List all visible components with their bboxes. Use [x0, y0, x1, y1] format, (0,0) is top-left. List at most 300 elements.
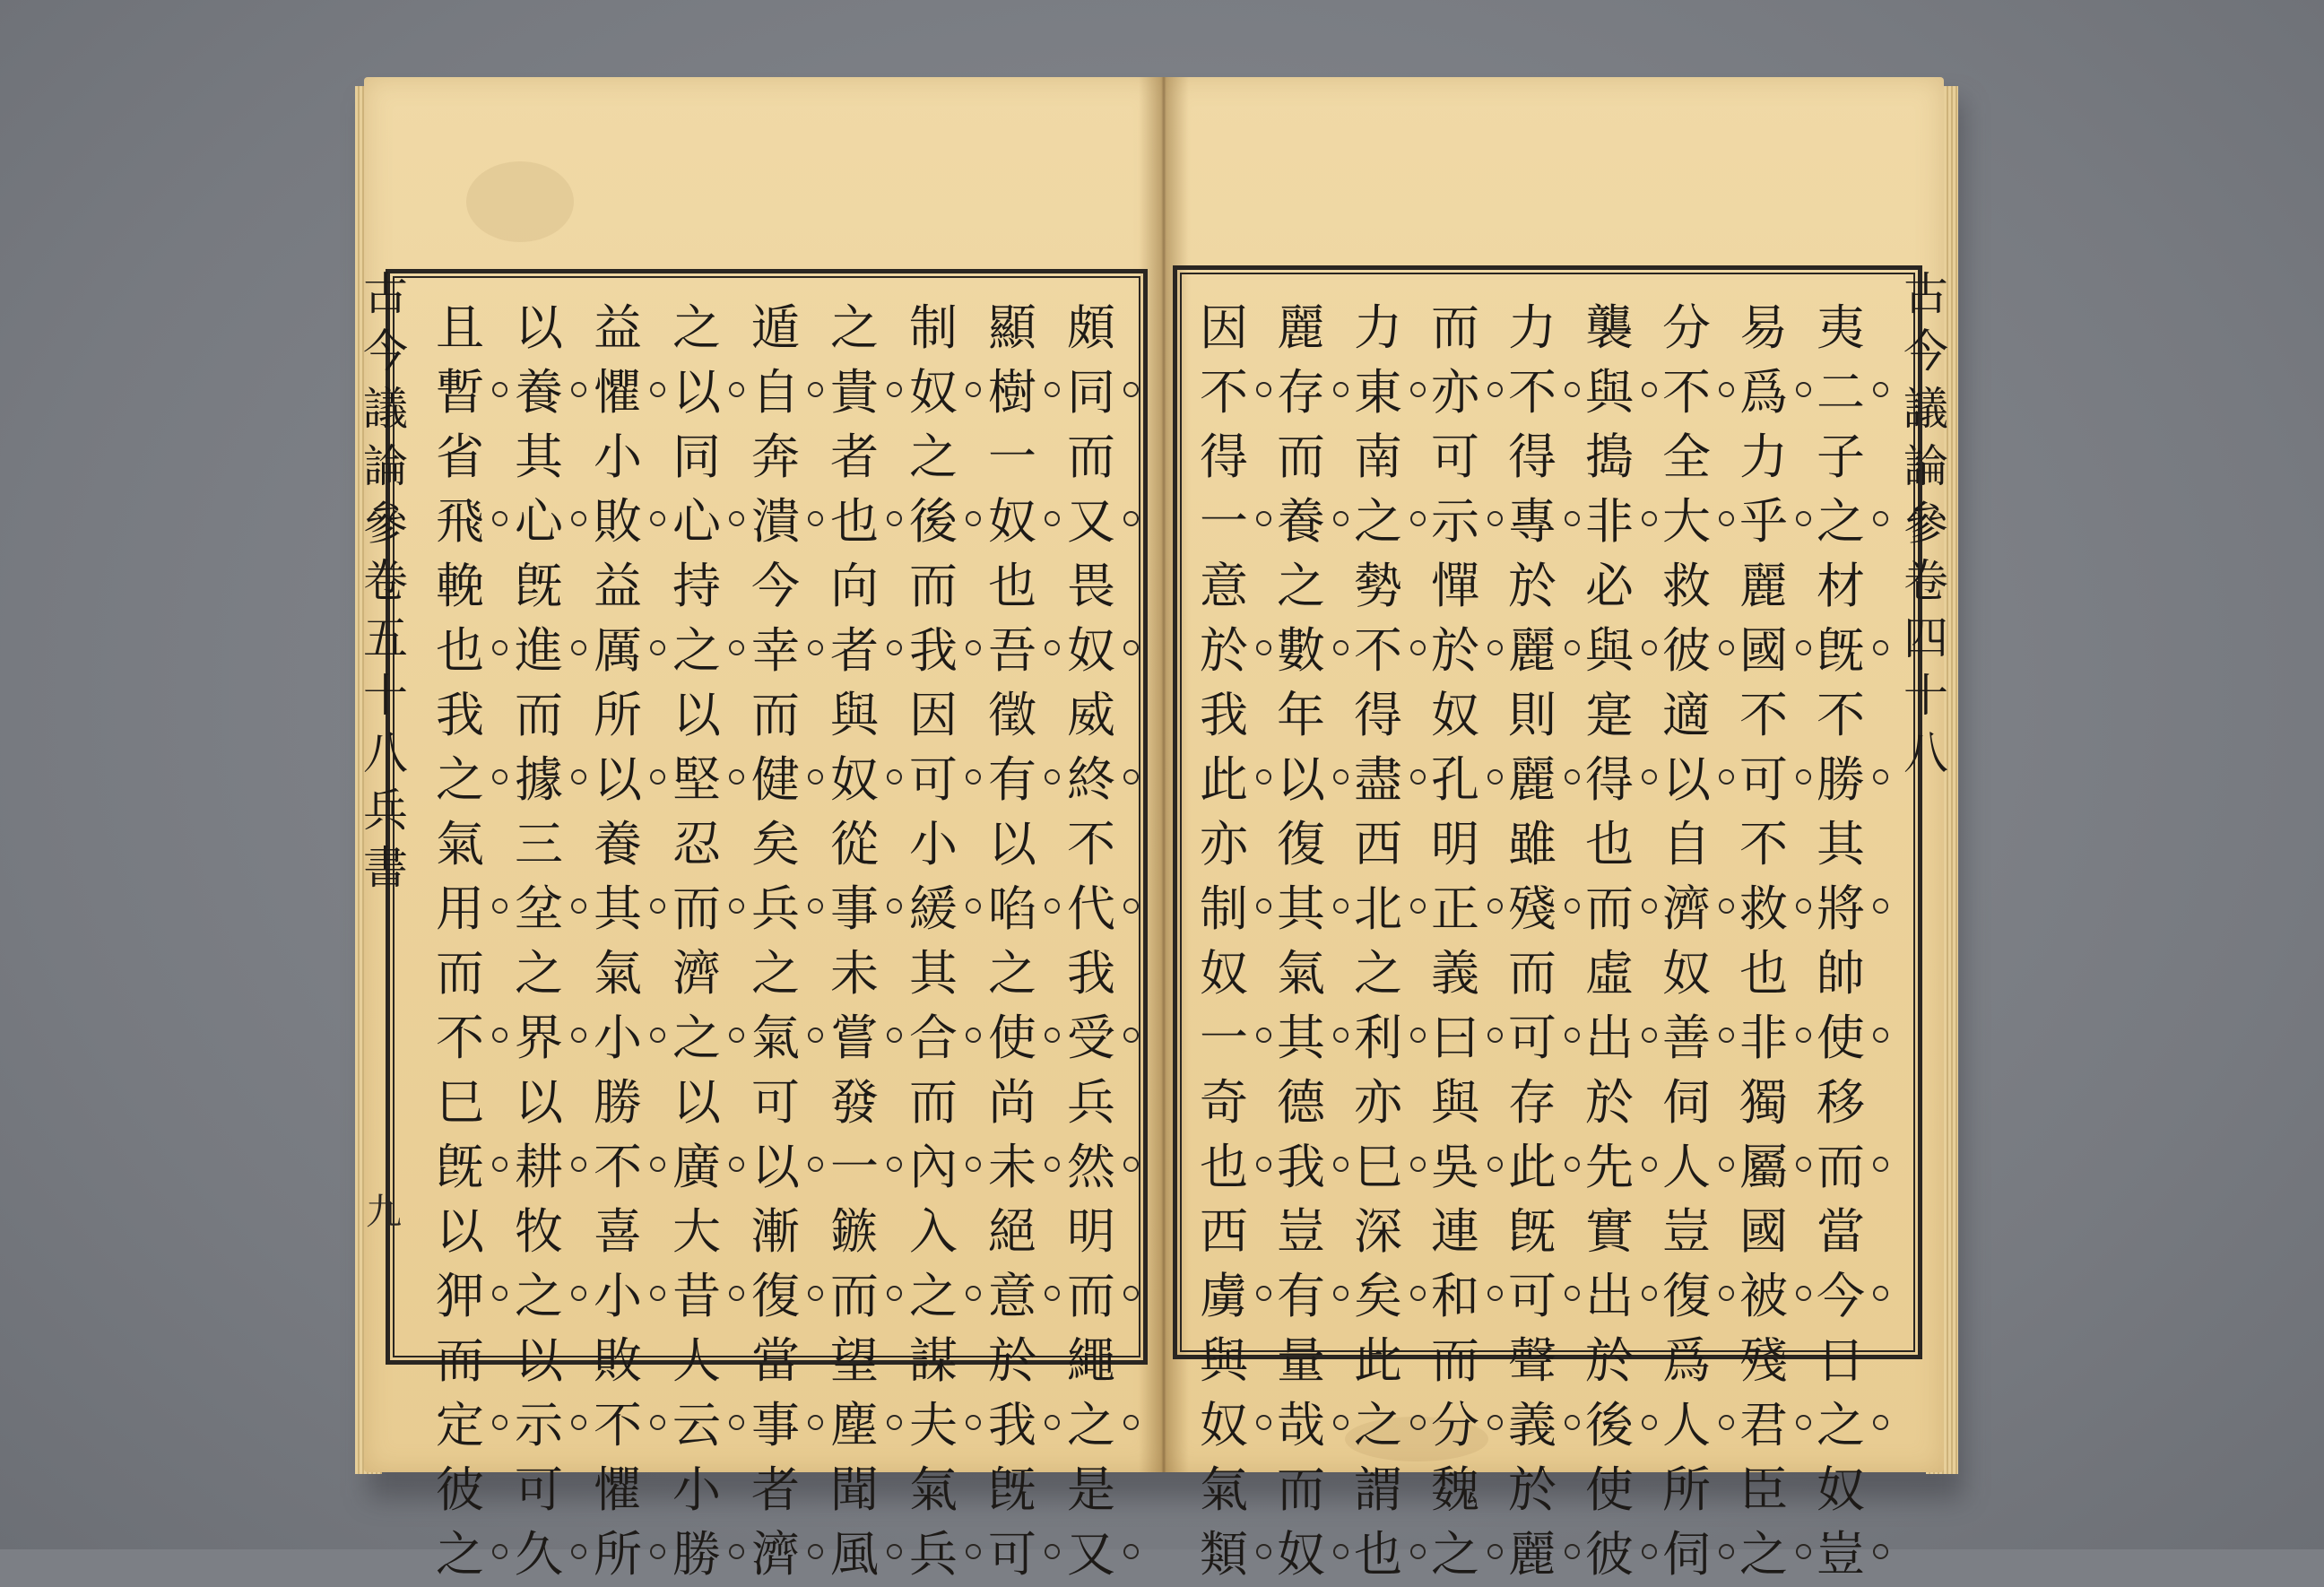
- text-character: 人: [1662, 1135, 1711, 1200]
- text-character: 有: [1277, 1264, 1325, 1329]
- text-character: 濟: [751, 1522, 800, 1587]
- left-page-text-column: [434, 296, 486, 1587]
- text-character: 之: [830, 299, 879, 356]
- text-character: 於: [1508, 558, 1557, 614]
- text-character: 而: [1817, 1135, 1865, 1200]
- text-character: 小: [672, 1461, 721, 1518]
- text-character: 不: [1067, 816, 1115, 872]
- text-character: 之: [436, 748, 484, 812]
- text-character: 忍: [672, 816, 721, 872]
- text-character: 大: [672, 1203, 721, 1260]
- text-character: 與: [1200, 1332, 1248, 1389]
- text-character: 而: [1431, 299, 1479, 356]
- text-character: 可: [751, 1074, 800, 1131]
- text-character: 之: [672, 299, 721, 356]
- text-character: 盡: [1354, 748, 1402, 812]
- text-character: 深: [1354, 1203, 1402, 1260]
- text-character: 省: [436, 429, 484, 485]
- text-character: 可: [1508, 1264, 1557, 1329]
- text-character: 必: [1585, 558, 1634, 614]
- text-character: 東: [1354, 360, 1402, 425]
- text-character: 復: [1662, 1264, 1711, 1329]
- text-character: 於: [1585, 1074, 1634, 1131]
- text-character: 而: [909, 558, 958, 614]
- text-character: 而: [1277, 429, 1325, 485]
- text-character: 尚: [988, 1074, 1036, 1131]
- text-character: 小: [594, 1264, 642, 1329]
- text-character: 被: [1739, 1264, 1788, 1329]
- text-character: 雖: [1508, 816, 1557, 872]
- text-character: 麗: [1508, 619, 1557, 683]
- text-character: 力: [1354, 299, 1402, 356]
- margin-character: 參: [1903, 498, 1948, 550]
- margin-character: 五: [363, 612, 408, 664]
- text-character: 臣: [1739, 1461, 1788, 1518]
- text-character: 可: [1739, 748, 1788, 812]
- text-character: 也: [1200, 1135, 1248, 1200]
- text-character: 而: [751, 687, 800, 743]
- text-character: 因: [909, 687, 958, 743]
- text-character: 我: [436, 687, 484, 743]
- text-character: 而: [1585, 877, 1634, 941]
- text-character: 之: [1739, 1522, 1788, 1587]
- text-character: 也: [1585, 816, 1634, 872]
- right-page-text-column: [1738, 296, 1790, 1587]
- text-character: 奴: [1662, 945, 1711, 1002]
- text-character: 得: [1508, 429, 1557, 485]
- text-character: 小: [909, 816, 958, 872]
- text-character: 西: [1200, 1203, 1248, 1260]
- text-character: 也: [436, 619, 484, 683]
- text-character: 非: [1739, 1006, 1788, 1071]
- text-character: 以: [672, 687, 721, 743]
- right-page-text-column: [1815, 296, 1867, 1587]
- text-character: 奴: [1431, 687, 1479, 743]
- left-page-text-column: [907, 296, 959, 1587]
- text-character: 有: [988, 748, 1036, 812]
- text-character: 爲: [1662, 1332, 1711, 1389]
- text-character: 我: [909, 619, 958, 683]
- text-character: 其: [909, 945, 958, 1002]
- text-character: 久: [515, 1522, 563, 1587]
- text-character: 樹: [988, 360, 1036, 425]
- text-character: 不: [1662, 360, 1711, 425]
- text-character: 謂: [1354, 1461, 1402, 1518]
- right-page-text-column: [1275, 296, 1327, 1587]
- text-character: 不: [1739, 687, 1788, 743]
- text-character: 可: [988, 1522, 1036, 1587]
- left-fold-number: 九: [366, 1192, 402, 1233]
- text-character: 巳: [1354, 1135, 1402, 1200]
- margin-character: 書: [363, 842, 408, 894]
- text-character: 又: [1067, 1522, 1115, 1587]
- text-character: 其: [515, 429, 563, 485]
- text-character: 之: [1354, 1393, 1402, 1458]
- text-character: 頗: [1067, 299, 1115, 356]
- text-character: 於: [1200, 619, 1248, 683]
- text-character: 之: [1354, 945, 1402, 1002]
- text-character: 終: [1067, 748, 1115, 812]
- text-character: 堅: [672, 748, 721, 812]
- margin-character: 論: [363, 440, 408, 492]
- text-character: 其: [1277, 1006, 1325, 1071]
- text-character: 而: [1508, 945, 1557, 1002]
- text-character: 以: [594, 748, 642, 812]
- text-character: 一: [1200, 490, 1248, 554]
- text-character: 當: [751, 1332, 800, 1389]
- text-character: 潰: [751, 490, 800, 554]
- text-character: 伺: [1662, 1522, 1711, 1587]
- text-character: 濟: [672, 945, 721, 1002]
- text-character: 也: [988, 558, 1036, 614]
- text-character: 亦: [1200, 816, 1248, 872]
- text-character: 可: [1431, 429, 1479, 485]
- text-character: 之: [1817, 490, 1865, 554]
- text-character: 義: [1431, 945, 1479, 1002]
- text-character: 之: [1431, 1522, 1479, 1587]
- right-margin-title: [1899, 265, 1953, 782]
- text-character: 自: [1662, 816, 1711, 872]
- text-character: 其: [1817, 816, 1865, 872]
- text-character: 分: [1662, 299, 1711, 356]
- margin-character: 卷: [363, 555, 408, 607]
- text-character: 帥: [1817, 945, 1865, 1002]
- text-character: 進: [515, 619, 563, 683]
- text-character: 不: [1508, 360, 1557, 425]
- text-character: 德: [1277, 1074, 1325, 1131]
- text-character: 可: [1508, 1006, 1557, 1071]
- text-character: 不: [1817, 687, 1865, 743]
- text-character: 據: [515, 748, 563, 812]
- text-character: 伺: [1662, 1074, 1711, 1131]
- margin-character: 四: [1903, 612, 1948, 664]
- text-character: 麗: [1508, 748, 1557, 812]
- text-character: 子: [1817, 429, 1865, 485]
- text-character: 入: [909, 1203, 958, 1260]
- text-character: 奴: [1067, 619, 1115, 683]
- text-character: 得: [1200, 429, 1248, 485]
- left-page-text-column: [513, 296, 565, 1587]
- text-character: 合: [909, 1006, 958, 1071]
- text-character: 襲: [1585, 299, 1634, 356]
- text-character: 不: [1200, 360, 1248, 425]
- text-character: 漸: [751, 1203, 800, 1260]
- right-page-text-column: [1661, 296, 1713, 1587]
- text-character: 今: [1817, 1264, 1865, 1329]
- text-character: 與: [1431, 1074, 1479, 1131]
- text-character: 之: [751, 945, 800, 1002]
- text-character: 以: [672, 1074, 721, 1131]
- text-character: 使: [1585, 1461, 1634, 1518]
- text-character: 者: [830, 619, 879, 683]
- text-character: 量: [1277, 1332, 1325, 1389]
- text-character: 是: [1067, 1461, 1115, 1518]
- text-character: 明: [1431, 816, 1479, 872]
- text-character: 懼: [594, 360, 642, 425]
- text-character: 於: [988, 1332, 1036, 1389]
- text-character: 日: [1817, 1332, 1865, 1389]
- text-character: 與: [1585, 619, 1634, 683]
- text-character: 憚: [1431, 558, 1479, 614]
- text-character: 數: [1277, 619, 1325, 683]
- text-character: 其: [1277, 877, 1325, 941]
- text-character: 於: [1431, 619, 1479, 683]
- text-character: 以: [1277, 748, 1325, 812]
- text-character: 謀: [909, 1332, 958, 1389]
- text-character: 且: [436, 299, 484, 356]
- right-page-text-column: [1198, 296, 1250, 1587]
- text-character: 緩: [909, 877, 958, 941]
- margin-character: 兵: [363, 785, 408, 837]
- text-character: 得: [1585, 748, 1634, 812]
- text-character: 力: [1508, 299, 1557, 356]
- text-character: 奴: [830, 748, 879, 812]
- text-character: 巳: [436, 1074, 484, 1131]
- text-character: 小: [594, 1006, 642, 1071]
- text-character: 定: [436, 1393, 484, 1458]
- text-character: 豈: [1817, 1522, 1865, 1587]
- text-character: 專: [1508, 490, 1557, 554]
- text-character: 彼: [436, 1461, 484, 1518]
- text-character: 旣: [436, 1135, 484, 1200]
- text-character: 益: [594, 299, 642, 356]
- margin-character: 古: [363, 268, 408, 320]
- text-character: 而: [1067, 429, 1115, 485]
- text-character: 奴: [909, 360, 958, 425]
- text-character: 而: [1277, 1461, 1325, 1518]
- text-character: 適: [1662, 687, 1711, 743]
- text-character: 嘗: [830, 1006, 879, 1071]
- text-character: 得: [1354, 687, 1402, 743]
- text-character: 氣: [909, 1461, 958, 1518]
- text-character: 代: [1067, 877, 1115, 941]
- text-character: 以: [1662, 748, 1711, 812]
- text-character: 南: [1354, 429, 1402, 485]
- text-character: 之: [1067, 1393, 1115, 1458]
- text-character: 又: [1067, 490, 1115, 554]
- text-character: 向: [830, 558, 879, 614]
- text-character: 勢: [1354, 558, 1402, 614]
- text-character: 而: [436, 945, 484, 1002]
- text-character: 旣: [515, 558, 563, 614]
- text-character: 氣: [751, 1006, 800, 1071]
- text-character: 之: [436, 1522, 484, 1587]
- text-character: 意: [1200, 558, 1248, 614]
- text-character: 二: [1817, 360, 1865, 425]
- text-character: 勝: [594, 1074, 642, 1131]
- text-character: 吾: [988, 619, 1036, 683]
- text-character: 廣: [672, 1135, 721, 1200]
- text-character: 事: [751, 1393, 800, 1458]
- text-character: 啗: [988, 877, 1036, 941]
- text-character: 徵: [988, 687, 1036, 743]
- left-page-text-column: [592, 296, 644, 1587]
- text-character: 國: [1739, 1203, 1788, 1260]
- text-character: 之: [909, 429, 958, 485]
- text-character: 飛: [436, 490, 484, 554]
- text-character: 復: [1277, 816, 1325, 872]
- margin-character: 議: [1903, 383, 1948, 435]
- text-character: 彼: [1585, 1522, 1634, 1587]
- text-character: 敗: [594, 490, 642, 554]
- text-character: 寔: [1585, 687, 1634, 743]
- text-character: 同: [672, 429, 721, 485]
- text-character: 養: [1277, 490, 1325, 554]
- margin-character: 參: [363, 498, 408, 550]
- text-character: 力: [1739, 429, 1788, 485]
- text-character: 實: [1585, 1203, 1634, 1260]
- text-character: 使: [988, 1006, 1036, 1071]
- text-character: 存: [1277, 360, 1325, 425]
- text-character: 不: [1354, 619, 1402, 683]
- text-character: 益: [594, 558, 642, 614]
- text-character: 魏: [1431, 1461, 1479, 1518]
- text-character: 虛: [1585, 945, 1634, 1002]
- text-character: 者: [751, 1461, 800, 1518]
- text-character: 今: [751, 558, 800, 614]
- text-character: 年: [1277, 687, 1325, 743]
- margin-character: 十: [1903, 670, 1948, 722]
- text-character: 未: [988, 1135, 1036, 1200]
- text-character: 以: [436, 1203, 484, 1260]
- text-character: 望: [830, 1332, 879, 1389]
- text-character: 懼: [594, 1461, 642, 1518]
- text-character: 也: [1354, 1522, 1402, 1587]
- text-character: 而: [1067, 1264, 1115, 1329]
- text-character: 可: [515, 1461, 563, 1518]
- text-character: 制: [909, 299, 958, 356]
- text-character: 兵: [1067, 1074, 1115, 1131]
- text-character: 奇: [1200, 1074, 1248, 1131]
- text-character: 聲: [1508, 1332, 1557, 1389]
- text-character: 未: [830, 945, 879, 1002]
- text-character: 自: [751, 360, 800, 425]
- text-character: 而: [515, 687, 563, 743]
- text-character: 養: [515, 360, 563, 425]
- left-page-text-column: [828, 296, 880, 1587]
- text-character: 同: [1067, 360, 1115, 425]
- text-character: 濟: [1662, 877, 1711, 941]
- paper-stain: [466, 161, 574, 242]
- margin-character: 十: [363, 670, 408, 722]
- text-character: 而: [1431, 1332, 1479, 1389]
- text-character: 而: [830, 1264, 879, 1329]
- text-character: 幸: [751, 619, 800, 683]
- margin-character: 古: [1903, 268, 1948, 320]
- text-character: 聞: [830, 1461, 879, 1518]
- text-character: 繩: [1067, 1332, 1115, 1389]
- text-character: 和: [1431, 1264, 1479, 1329]
- margin-character: 議: [363, 383, 408, 435]
- text-character: 敗: [594, 1332, 642, 1389]
- text-character: 殘: [1739, 1332, 1788, 1389]
- text-character: 塵: [830, 1393, 879, 1458]
- text-character: 哉: [1277, 1393, 1325, 1458]
- text-character: 一: [1200, 1006, 1248, 1071]
- text-character: 使: [1817, 1006, 1865, 1071]
- right-page-text-column: [1583, 296, 1635, 1587]
- text-character: 輓: [436, 558, 484, 614]
- text-character: 之: [515, 945, 563, 1002]
- text-character: 此: [1508, 1135, 1557, 1200]
- text-character: 亦: [1354, 1074, 1402, 1131]
- margin-character: 八: [363, 727, 408, 779]
- text-character: 之: [988, 945, 1036, 1002]
- text-character: 出: [1585, 1006, 1634, 1071]
- text-character: 兵: [909, 1522, 958, 1587]
- text-character: 而: [436, 1332, 484, 1389]
- text-character: 之: [1354, 490, 1402, 554]
- text-character: 非: [1585, 490, 1634, 554]
- text-character: 氣: [1277, 945, 1325, 1002]
- text-character: 麗: [1277, 299, 1325, 356]
- text-character: 以: [515, 299, 563, 356]
- text-character: 彼: [1662, 619, 1711, 683]
- text-character: 矣: [1354, 1264, 1402, 1329]
- text-character: 健: [751, 748, 800, 812]
- text-character: 鏃: [830, 1203, 879, 1260]
- text-character: 明: [1067, 1203, 1115, 1260]
- text-character: 旣: [988, 1461, 1036, 1518]
- text-character: 不: [594, 1135, 642, 1200]
- text-character: 勝: [1817, 748, 1865, 812]
- text-character: 不: [436, 1006, 484, 1071]
- text-character: 大: [1662, 490, 1711, 554]
- text-character: 夷: [1817, 299, 1865, 356]
- text-character: 之: [1277, 558, 1325, 614]
- text-character: 正: [1431, 877, 1479, 941]
- text-character: 兵: [751, 877, 800, 941]
- text-character: 遁: [751, 299, 800, 356]
- text-character: 旣: [1817, 619, 1865, 683]
- text-character: 從: [830, 816, 879, 872]
- margin-character: 卷: [1903, 555, 1948, 607]
- text-character: 奴: [1277, 1522, 1325, 1587]
- text-character: 坌: [515, 877, 563, 941]
- text-character: 耕: [515, 1135, 563, 1200]
- text-character: 則: [1508, 687, 1557, 743]
- text-character: 我: [988, 1393, 1036, 1458]
- right-page-text-column: [1506, 296, 1558, 1587]
- text-character: 氣: [594, 945, 642, 1002]
- text-character: 義: [1508, 1393, 1557, 1458]
- text-character: 以: [515, 1074, 563, 1131]
- text-character: 威: [1067, 687, 1115, 743]
- text-character: 奔: [751, 429, 800, 485]
- text-character: 我: [1067, 945, 1115, 1002]
- text-character: 人: [1662, 1393, 1711, 1458]
- text-character: 吳: [1431, 1135, 1479, 1200]
- text-character: 畏: [1067, 558, 1115, 614]
- text-character: 君: [1739, 1393, 1788, 1458]
- text-character: 奴: [1200, 945, 1248, 1002]
- text-character: 利: [1354, 1006, 1402, 1071]
- text-character: 者: [830, 429, 879, 485]
- text-character: 出: [1585, 1264, 1634, 1329]
- text-character: 國: [1739, 619, 1788, 683]
- text-character: 矣: [751, 816, 800, 872]
- text-character: 曰: [1431, 1006, 1479, 1071]
- text-character: 界: [515, 1006, 563, 1071]
- text-character: 云: [672, 1393, 721, 1458]
- text-character: 獨: [1739, 1074, 1788, 1131]
- text-character: 之: [1817, 1393, 1865, 1458]
- text-character: 昔: [672, 1264, 721, 1329]
- text-character: 發: [830, 1074, 879, 1131]
- margin-character: 今: [1903, 325, 1948, 377]
- text-character: 以: [515, 1332, 563, 1389]
- text-character: 麗: [1739, 558, 1788, 614]
